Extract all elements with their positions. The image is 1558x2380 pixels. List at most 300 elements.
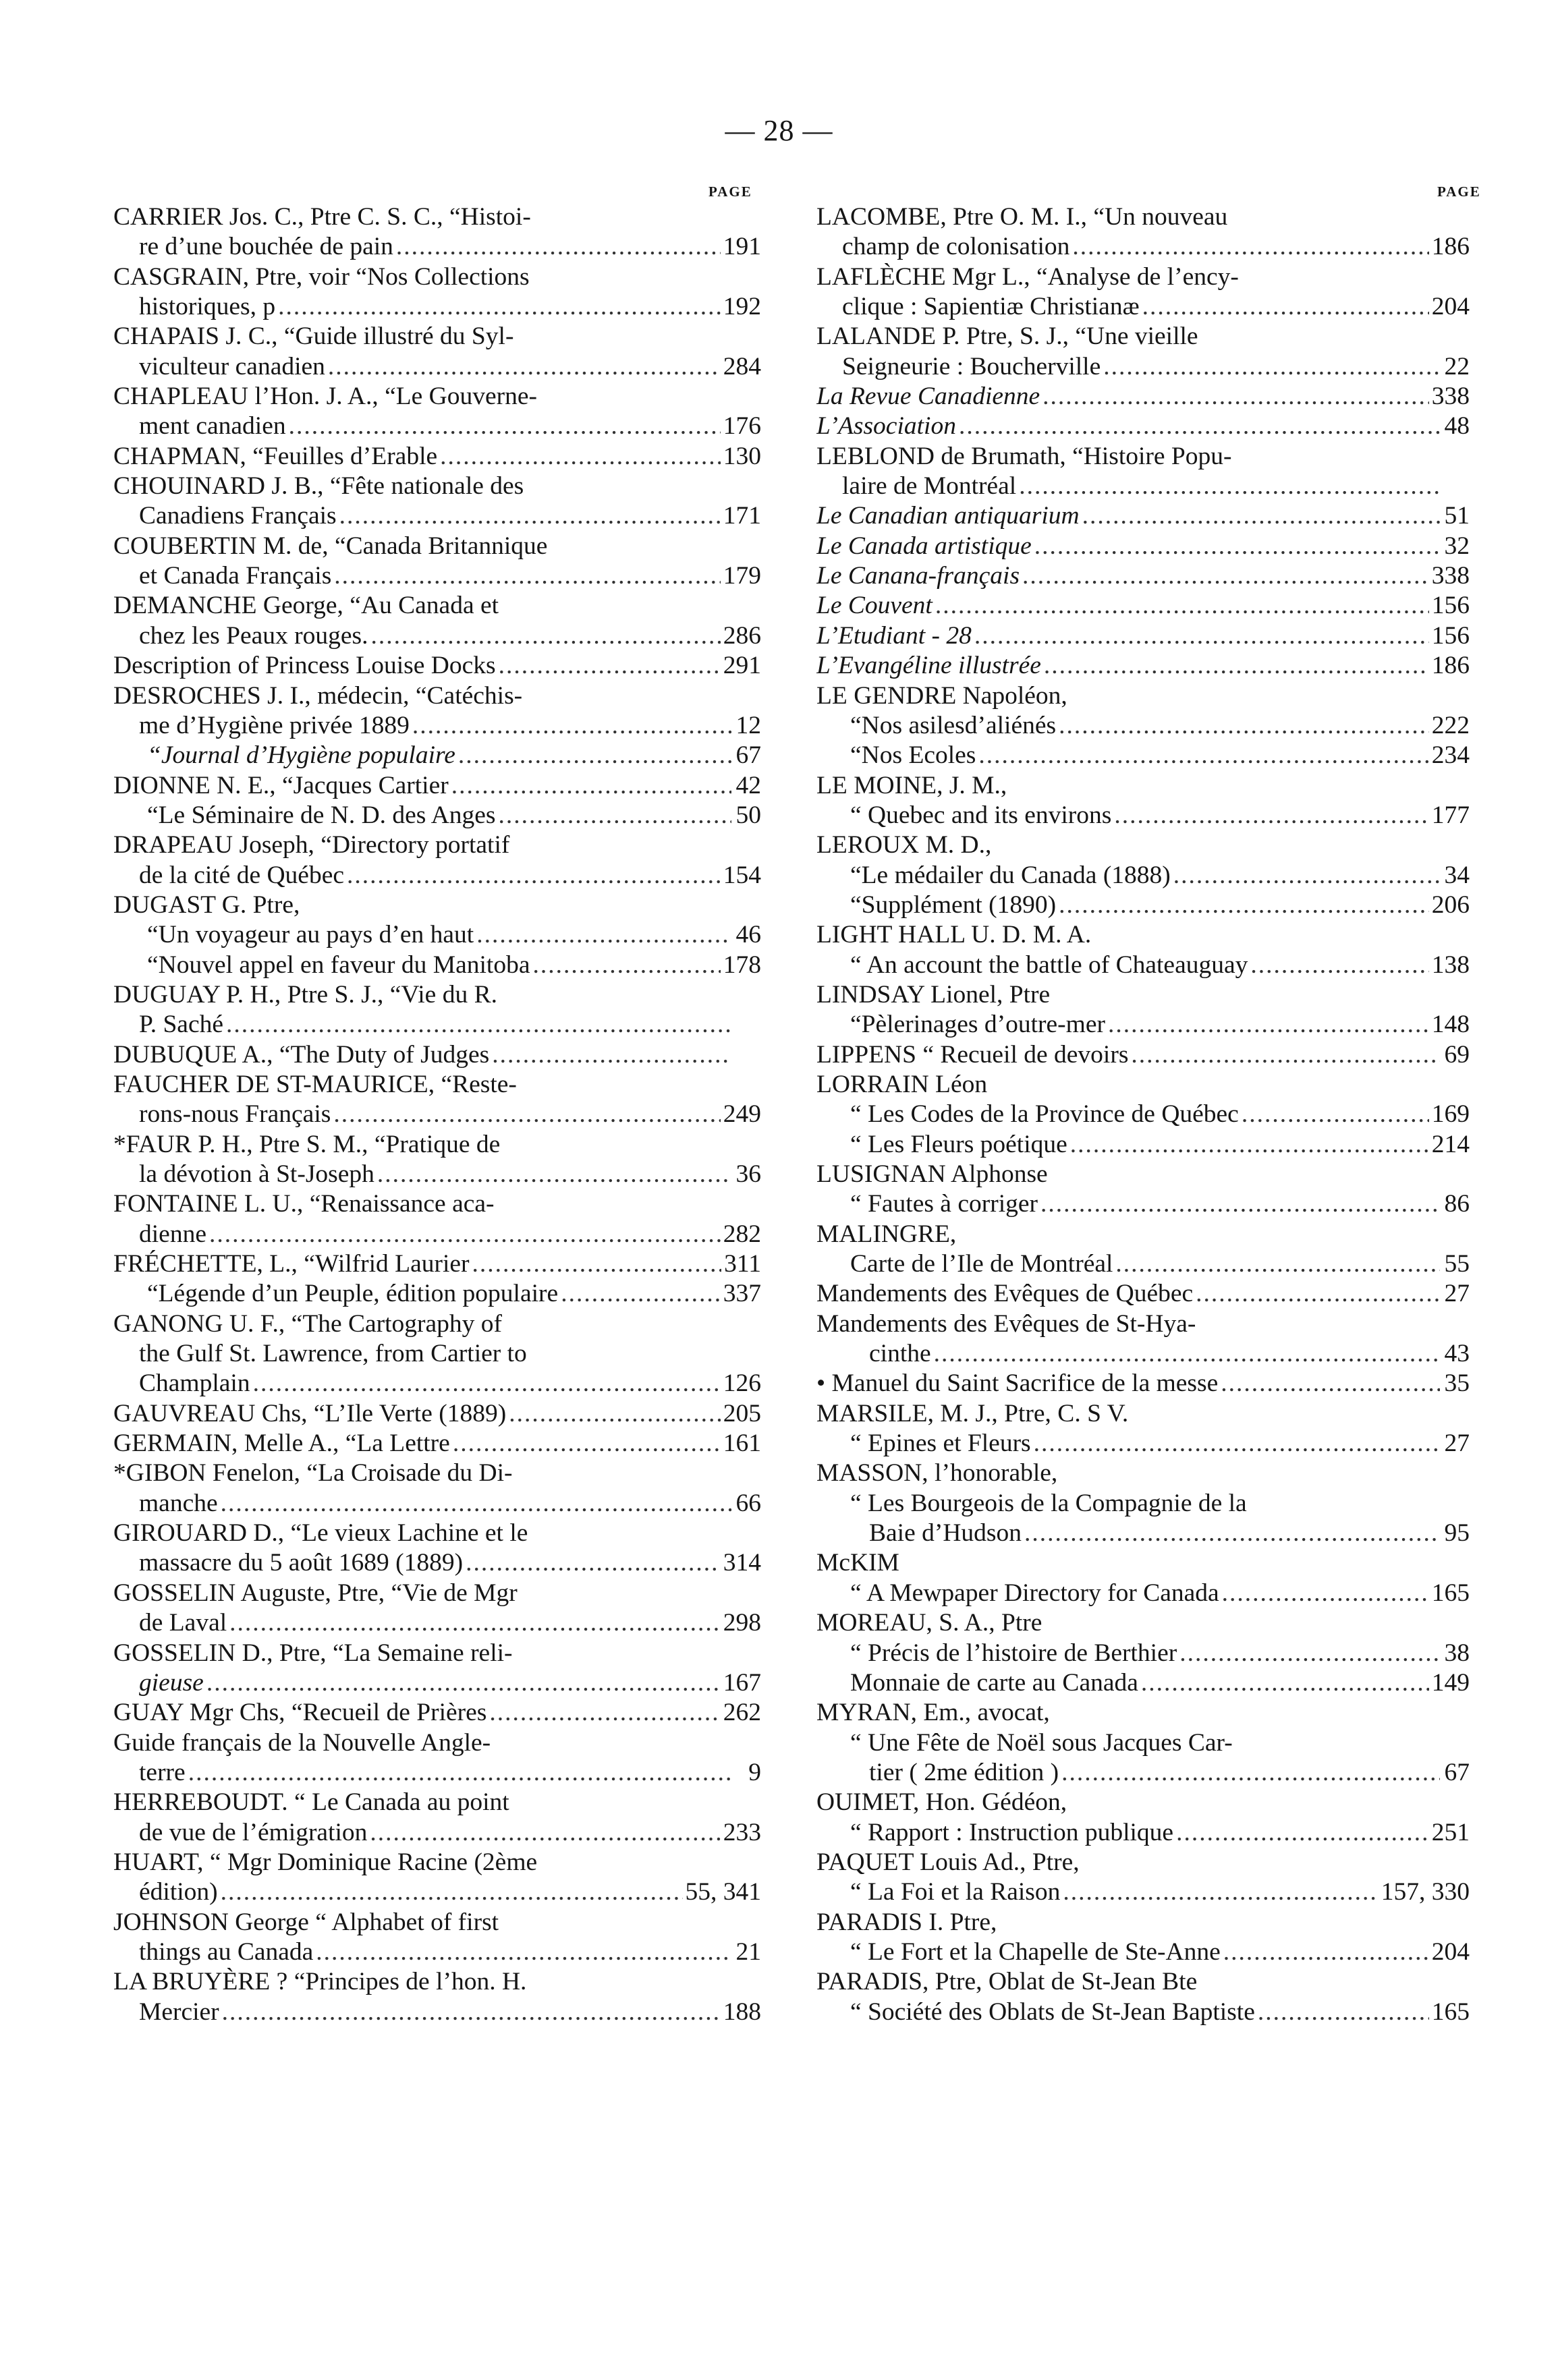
page-reference: 161 [723, 1429, 761, 1458]
index-entry-line [816, 1040, 1470, 1070]
index-entry-line [113, 412, 761, 441]
entry-text: FRÉCHETTE, L., “Wilfrid Laurier [113, 1250, 470, 1278]
dot-leader [1063, 1877, 1378, 1907]
entry-text: Mandements des Evêques de St-Hya- [816, 1309, 1196, 1338]
index-entry-line [113, 472, 761, 501]
dot-leader [370, 1818, 720, 1848]
index-entry-line [113, 1758, 761, 1788]
index-entry-line [816, 232, 1470, 262]
index-entry-line [113, 501, 761, 531]
entry-text: “Le Séminaire de N. D. des Anges [147, 801, 496, 829]
page-reference: 46 [735, 921, 761, 949]
entry-text: CHAPMAN, “Feuilles d’Erable [113, 442, 438, 470]
page-reference: 291 [723, 652, 761, 680]
page-reference: 35 [1444, 1369, 1470, 1398]
dot-leader [253, 1369, 721, 1398]
index-entry-line [113, 352, 761, 382]
dot-leader [978, 741, 1428, 770]
entry-text: ment canadien [139, 412, 286, 441]
index-entry-line [113, 1489, 761, 1519]
index-entry-line [113, 711, 761, 741]
index-entry-line [816, 1220, 1470, 1249]
dot-leader [222, 1998, 721, 2027]
entry-text: COUBERTIN M. de, “Canada Britannique [113, 532, 548, 560]
dot-leader [489, 1698, 720, 1728]
page-reference: 34 [1444, 861, 1470, 889]
index-entry-line [816, 1937, 1470, 1967]
dot-leader [959, 412, 1440, 441]
dot-leader [1250, 951, 1428, 980]
entry-text: Le Canadian antiquarium [816, 502, 1080, 530]
index-entry-line [113, 1279, 761, 1309]
page-reference: 51 [1444, 502, 1470, 530]
dot-leader [289, 412, 721, 441]
index-entry-line [113, 262, 761, 292]
entry-text: “ An account the battle of Chateauguay [850, 951, 1248, 979]
entry-text: champ de colonisation [842, 233, 1070, 261]
page-reference: 204 [1431, 293, 1470, 321]
index-entry-line [816, 741, 1470, 770]
dot-leader [328, 352, 721, 382]
entry-text: MOREAU, S. A., Ptre [816, 1609, 1042, 1637]
page-reference: 284 [723, 352, 761, 380]
index-entry-line [113, 1249, 761, 1279]
entry-text: me d’Hygiène privée 1889 [139, 711, 410, 739]
entry-text: DESROCHES J. I., médecin, “Catéchis- [113, 681, 523, 710]
page-reference: 311 [724, 1250, 761, 1278]
dot-leader [1024, 1519, 1440, 1548]
index-entry-line [113, 1040, 761, 1070]
index-entry-line [816, 1579, 1470, 1608]
entry-text: Baie d’Hudson [869, 1519, 1022, 1548]
entry-text: “Nos asilesd’aliénés [850, 711, 1057, 739]
entry-text: Canadiens Français [139, 502, 337, 530]
dot-leader [1221, 1369, 1440, 1398]
page-reference: 314 [723, 1549, 761, 1577]
entry-text: LE MOINE, J. M., [816, 771, 1007, 799]
index-entry-line [113, 292, 761, 322]
entry-text: “ Fautes à corriger [850, 1190, 1038, 1218]
dot-leader [316, 1937, 731, 1967]
index-entry-line [816, 1369, 1470, 1398]
entry-text: MASSON, l’honorable, [816, 1459, 1058, 1488]
entry-text: de vue de l’émigration [139, 1818, 368, 1846]
page-reference: 186 [1431, 233, 1470, 261]
entry-text: La Revue Canadienne [816, 382, 1040, 411]
dot-leader [453, 1429, 721, 1458]
page-reference: 169 [1431, 1100, 1470, 1129]
index-entry-line [113, 232, 761, 262]
index-entry-line [113, 1458, 761, 1488]
index-entry-line [113, 651, 761, 681]
entry-text: “ A Mewpaper Directory for Canada [850, 1579, 1219, 1607]
index-entry-line [113, 621, 761, 651]
dot-leader [1059, 890, 1429, 920]
page-reference: 205 [723, 1399, 761, 1427]
dot-leader [1044, 651, 1429, 681]
index-entry-line [113, 741, 761, 770]
entry-text: things au Canada [139, 1937, 314, 1966]
page-reference: 338 [1431, 382, 1470, 411]
index-entry-line [113, 1010, 761, 1040]
dot-leader [974, 621, 1429, 651]
dot-leader [1242, 1100, 1429, 1129]
page-reference: 233 [723, 1818, 761, 1846]
dot-leader [1223, 1937, 1429, 1967]
index-entry-line [816, 1877, 1470, 1907]
index-entry-line [113, 861, 761, 890]
index-entry-line [816, 980, 1470, 1010]
dot-leader [278, 292, 721, 322]
index-entry-line [816, 1399, 1470, 1429]
index-entry-line [816, 292, 1470, 322]
index-entry-line [816, 1489, 1470, 1519]
entry-text: “ Quebec and its environs [850, 801, 1112, 829]
page-reference: 138 [1431, 951, 1470, 979]
index-entry-line [816, 1458, 1470, 1488]
dot-leader [1042, 382, 1429, 412]
page-reference: 178 [723, 951, 761, 979]
index-entry-line [816, 1668, 1470, 1698]
page-reference: 148 [1431, 1011, 1470, 1039]
entry-text: Carte de l’Ile de Montréal [850, 1250, 1113, 1278]
dot-leader [561, 1279, 721, 1309]
index-entry-line [816, 322, 1470, 351]
entry-text: “Un voyageur au pays d’en haut [147, 921, 474, 949]
index-entry-line [816, 861, 1470, 890]
entry-text: “Supplément (1890) [850, 890, 1057, 919]
index-entry-line [816, 951, 1470, 980]
page-reference: 69 [1444, 1040, 1470, 1069]
index-entry-line [113, 382, 761, 412]
index-entry-line [816, 442, 1470, 472]
index-entry-line [816, 1967, 1470, 1997]
index-entry-line [113, 920, 761, 950]
entry-text: “ La Foi et la Raison [850, 1878, 1061, 1906]
index-entry-line [816, 1519, 1470, 1548]
dot-leader [466, 1548, 721, 1578]
page-reference: 42 [735, 771, 761, 799]
index-entry-line [113, 322, 761, 351]
dot-leader [1059, 711, 1429, 741]
dot-leader [1061, 1758, 1440, 1788]
entry-text: “Pèlerinages d’outre-mer [850, 1011, 1105, 1039]
index-entry-line [816, 262, 1470, 292]
page-reference: 130 [723, 442, 761, 470]
entry-text: clique : Sapientiæ Christianæ [842, 293, 1140, 321]
entry-text: L’Etudiant - 28 [816, 621, 972, 650]
index-entry-line [113, 1998, 761, 2027]
index-column-left [113, 202, 761, 2027]
index-entry-line [816, 1639, 1470, 1668]
page-reference: 154 [723, 861, 761, 889]
entry-text: P. Saché [139, 1011, 223, 1039]
dot-leader [1019, 472, 1440, 501]
entry-text: MALINGRE, [816, 1220, 957, 1248]
page-reference: 22 [1444, 352, 1470, 380]
entry-text: GANONG U. F., “The Cartography of [113, 1309, 503, 1338]
entry-text: historiques, p [139, 293, 276, 321]
index-entry-line [816, 1848, 1470, 1877]
entry-text: terre [139, 1758, 186, 1786]
dot-leader [396, 232, 721, 262]
dot-leader [1114, 801, 1428, 830]
entry-text: HERREBOUDT. “ Le Canada au point [113, 1788, 509, 1817]
entry-text: “ Une Fête de Noël sous Jacques Car- [850, 1728, 1233, 1757]
page-reference: 95 [1444, 1519, 1470, 1548]
index-entry-line [113, 830, 761, 860]
entry-text: L’Association [816, 412, 956, 441]
index-entry-line [113, 202, 761, 232]
dot-leader [334, 561, 720, 591]
index-entry-line [816, 771, 1470, 801]
entry-text: et Canada Français [139, 562, 332, 590]
page-reference: 179 [723, 562, 761, 590]
entry-text: *GIBON Fenelon, “La Croisade du Di- [113, 1459, 513, 1488]
dot-leader [221, 1489, 731, 1519]
entry-text: • Manuel du Saint Sacrifice de la messe [816, 1369, 1219, 1398]
index-entry-line [113, 1130, 761, 1160]
entry-text: MYRAN, Em., avocat, [816, 1699, 1050, 1727]
entry-text: GIROUARD D., “Le vieux Lachine et le [113, 1519, 528, 1548]
entry-text: “ Les Fleurs poétique [850, 1130, 1067, 1158]
entry-text: manche [139, 1489, 218, 1517]
entry-text: GUAY Mgr Chs, “Recueil de Prières [113, 1699, 487, 1727]
entry-text: Guide français de la Nouvelle Angle- [113, 1728, 491, 1757]
entry-text: LA BRUYÈRE ? “Principes de l’hon. H. [113, 1968, 527, 1996]
page-reference: 67 [735, 741, 761, 770]
index-entry-line [113, 1339, 761, 1369]
entry-text: Mandements des Evêques de Québec [816, 1280, 1194, 1308]
entry-text: laire de Montréal [842, 472, 1017, 501]
page-reference: 149 [1431, 1668, 1470, 1697]
entry-text: *FAUR P. H., Ptre S. M., “Pratique de [113, 1130, 501, 1158]
dot-leader [377, 1160, 731, 1189]
index-entry-line [113, 591, 761, 621]
entry-text: DEMANCHE George, “Au Canada et [113, 592, 499, 620]
page-reference: 43 [1444, 1340, 1470, 1368]
dot-leader [226, 1010, 731, 1040]
page-reference: 192 [723, 293, 761, 321]
index-entry-line [113, 1728, 761, 1758]
entry-text: viculteur canadien [139, 352, 325, 380]
index-entry-line [113, 980, 761, 1010]
entry-text: LIPPENS “ Recueil de devoirs [816, 1040, 1129, 1069]
page-reference: 32 [1444, 532, 1470, 560]
entry-text: “Le médailer du Canada (1888) [850, 861, 1171, 889]
index-entry-line [816, 412, 1470, 441]
dot-leader [1222, 1579, 1429, 1608]
entry-text: “ Les Codes de la Province de Québec [850, 1100, 1239, 1129]
entry-text: LORRAIN Léon [816, 1070, 988, 1098]
index-entry-line [816, 1728, 1470, 1758]
page-reference: 55 [1444, 1250, 1470, 1278]
entry-text: DUBUQUE A., “The Duty of Judges [113, 1040, 490, 1069]
index-entry-line [113, 1788, 761, 1817]
entry-text: CASGRAIN, Ptre, voir “Nos Collections [113, 262, 530, 291]
page-reference: 206 [1431, 890, 1470, 919]
entry-text: Champlain [139, 1369, 250, 1398]
page-reference: 12 [735, 711, 761, 739]
index-entry-line [816, 1788, 1470, 1817]
dot-leader [935, 591, 1429, 621]
entry-text: massacre du 5 août 1689 (1889) [139, 1549, 464, 1577]
page-reference: 222 [1431, 711, 1470, 739]
index-entry-line [113, 1309, 761, 1339]
index-entry-line [113, 1548, 761, 1578]
entry-text: Le Canada artistique [816, 532, 1032, 560]
page-reference: 171 [723, 502, 761, 530]
dot-leader [1034, 1429, 1440, 1458]
entry-text: LUSIGNAN Alphonse [816, 1160, 1048, 1188]
index-entry-line [816, 920, 1470, 950]
index-entry-line [816, 1548, 1470, 1578]
index-entry-line [816, 1189, 1470, 1219]
entry-text: JOHNSON George “ Alphabet of first [113, 1908, 499, 1936]
page-reference: 249 [723, 1100, 761, 1129]
index-entry-line [816, 202, 1470, 232]
index-entry-line [113, 1818, 761, 1848]
index-entry-line [816, 801, 1470, 830]
index-entry-line [816, 1279, 1470, 1309]
entry-text: FONTAINE L. U., “Renaissance aca- [113, 1190, 495, 1218]
entry-text: LACOMBE, Ptre O. M. I., “Un nouveau [816, 203, 1228, 231]
entry-text: Le Canana-français [816, 562, 1020, 590]
dot-leader [476, 920, 731, 950]
page-reference: 157, 330 [1381, 1878, 1470, 1906]
entry-text: LIGHT HALL U. D. M. A. [816, 921, 1092, 949]
entry-text: “ Rapport : Instruction publique [850, 1818, 1174, 1846]
page-reference: 48 [1444, 412, 1470, 441]
page-reference: 156 [1431, 621, 1470, 650]
index-entry-line [113, 1429, 761, 1458]
entry-text: tier ( 2me édition ) [869, 1758, 1059, 1786]
entry-text: de la cité de Québec [139, 861, 344, 889]
index-entry-line [816, 532, 1470, 561]
dot-leader [458, 741, 731, 770]
dot-leader [1070, 1130, 1429, 1160]
index-entry-line [113, 890, 761, 920]
entry-text: re d’une bouchée de pain [139, 233, 393, 261]
page-reference: 338 [1431, 562, 1470, 590]
index-entry-line [113, 1399, 761, 1429]
page-reference: 176 [723, 412, 761, 441]
index-column-right [816, 202, 1470, 2027]
index-entry-line [816, 621, 1470, 651]
entry-text: L’Evangéline illustrée [816, 652, 1041, 680]
page-reference: 67 [1444, 1758, 1470, 1786]
index-entry-line [113, 1100, 761, 1129]
entry-text: “ Précis de l’histoire de Berthier [850, 1639, 1177, 1667]
page-reference: 177 [1431, 801, 1470, 829]
index-entry-line [113, 1369, 761, 1398]
dot-leader [1131, 1040, 1440, 1070]
entry-text: chez les Peaux rouges. [139, 621, 368, 650]
entry-text: LINDSAY Lionel, Ptre [816, 980, 1051, 1009]
dot-leader [451, 771, 731, 801]
entry-text: DIONNE N. E., “Jacques Cartier [113, 771, 449, 799]
dot-leader [333, 1100, 720, 1129]
entry-text: rons-nous Français [139, 1100, 331, 1129]
page-reference: 38 [1444, 1639, 1470, 1667]
dot-leader [347, 861, 721, 890]
page-reference: 286 [723, 621, 761, 650]
page-reference: 282 [723, 1220, 761, 1248]
entry-text: “Nos Ecoles [850, 741, 976, 770]
entry-text: GOSSELIN D., Ptre, “La Semaine reli- [113, 1639, 513, 1667]
entry-text: LEBLOND de Brumath, “Histoire Popu- [816, 442, 1232, 470]
entry-text: PARADIS I. Ptre, [816, 1908, 997, 1936]
entry-text: CHAPLEAU l’Hon. J. A., “Le Gouverne- [113, 382, 538, 411]
dot-leader [1141, 1668, 1429, 1698]
index-entry-line [113, 1639, 761, 1668]
page-reference: 204 [1431, 1937, 1470, 1966]
dot-leader [934, 1339, 1440, 1369]
entry-text: Monnaie de carte au Canada [850, 1668, 1138, 1697]
index-entry-line [113, 1698, 761, 1728]
dot-leader [370, 621, 720, 651]
index-entry-line [113, 1908, 761, 1937]
dot-leader [1115, 1249, 1440, 1279]
page-reference: 188 [723, 1998, 761, 2026]
index-entry-line [816, 1160, 1470, 1189]
index-entry-line [113, 1937, 761, 1967]
entry-text: gieuse [139, 1668, 204, 1697]
entry-text: Description of Princess Louise Docks [113, 652, 496, 680]
entry-text: LAFLÈCHE Mgr L., “Analyse de l’ency- [816, 262, 1239, 291]
entry-text: Seigneurie : Boucherville [842, 352, 1101, 380]
page-reference: 27 [1444, 1429, 1470, 1458]
entry-text: DRAPEAU Joseph, “Directory portatif [113, 831, 510, 859]
index-entry-line [113, 1967, 761, 1997]
dot-leader [533, 951, 721, 980]
index-entry-line [113, 1608, 761, 1638]
index-entry-line [816, 1758, 1470, 1788]
dot-leader [1196, 1279, 1440, 1309]
page-reference: 55, 341 [685, 1878, 761, 1906]
dot-leader [221, 1877, 683, 1907]
page-reference: 66 [735, 1489, 761, 1517]
index-entry-line [816, 651, 1470, 681]
dot-leader [499, 801, 731, 830]
entry-text: GOSSELIN Auguste, Ptre, “Vie de Mgr [113, 1579, 518, 1607]
entry-text: “ Epines et Fleurs [850, 1429, 1031, 1458]
dot-leader [1258, 1998, 1429, 2027]
index-entry-line [113, 1220, 761, 1249]
page-reference: 165 [1431, 1579, 1470, 1607]
dot-leader [1103, 352, 1440, 382]
index-entry-line [816, 382, 1470, 412]
dot-leader [412, 711, 731, 741]
dot-leader [339, 501, 721, 531]
page-reference: 167 [723, 1668, 761, 1697]
entry-text: édition) [139, 1878, 218, 1906]
page-reference: 191 [723, 233, 761, 261]
index-entry-line [113, 561, 761, 591]
entry-text: GAUVREAU Chs, “L’Ile Verte (1889) [113, 1399, 507, 1427]
dot-leader [1082, 501, 1440, 531]
index-entry-line [816, 1309, 1470, 1339]
dot-leader [206, 1668, 721, 1698]
index-entry-line [816, 830, 1470, 860]
entry-text: LALANDE P. Ptre, S. J., “Une vieille [816, 322, 1198, 351]
index-entry-line [113, 1579, 761, 1608]
dot-leader [440, 442, 721, 472]
entry-text: Le Couvent [816, 592, 933, 620]
entry-text: la dévotion à St-Joseph [139, 1160, 374, 1188]
entry-text: GERMAIN, Melle A., “La Lettre [113, 1429, 450, 1458]
index-entry-line [816, 1998, 1470, 2027]
